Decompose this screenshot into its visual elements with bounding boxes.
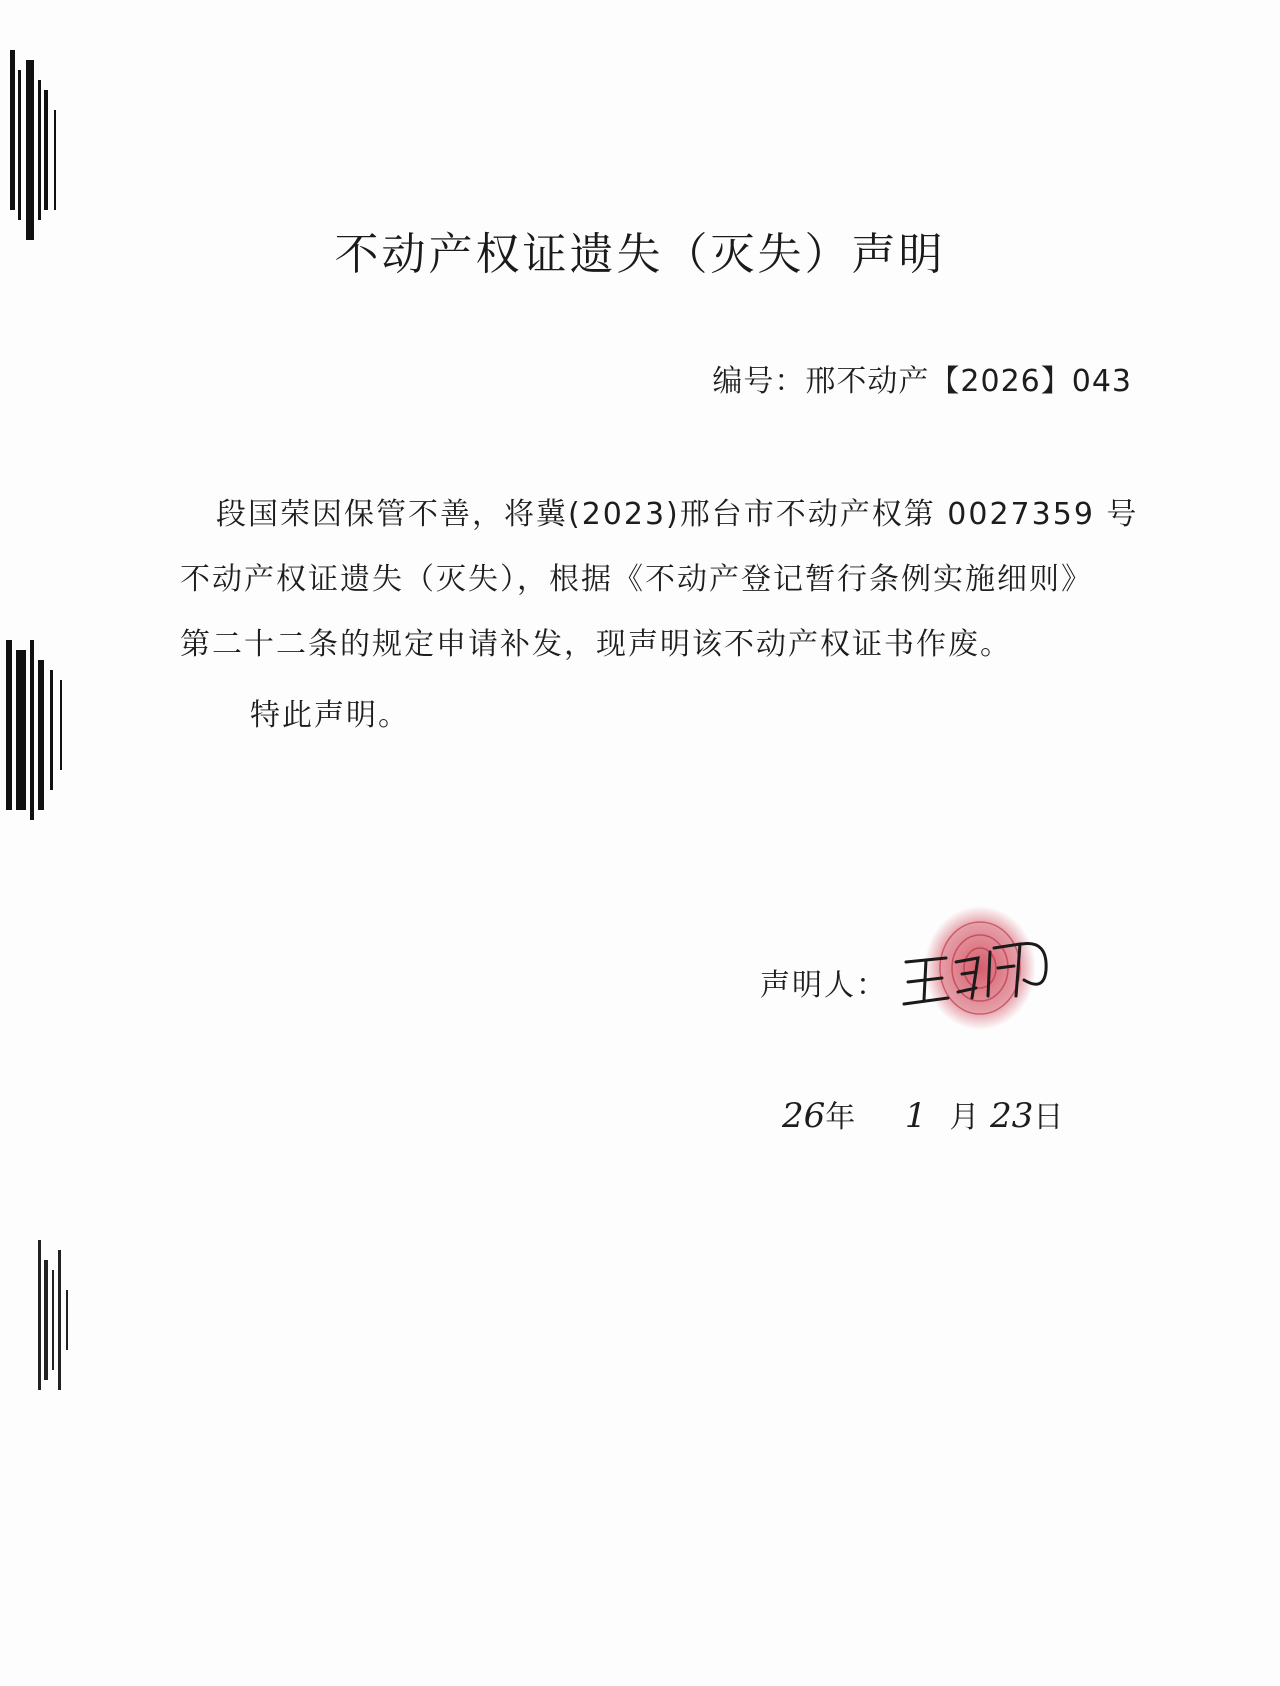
date-month-unit: 月 <box>949 1100 980 1135</box>
scan-artifact-middle <box>0 640 80 840</box>
date-day-unit: 日 <box>1033 1100 1064 1135</box>
body-line: 不动产权证遗失（灭失），根据《不动产登记暂行条例实施细则》 <box>180 562 1093 597</box>
date-month: 1 <box>904 1096 927 1136</box>
signature-date <box>782 1092 1063 1136</box>
declarant-label: 声明人： <box>760 968 888 1003</box>
date-year-unit: 年 <box>825 1100 856 1135</box>
signature-with-fingerprint <box>898 900 1058 1040</box>
body-line: 第二十二条的规定申请补发，现声明该不动产权证书作废。 <box>180 627 1012 662</box>
scan-artifact-bottom <box>30 1240 110 1410</box>
body-line: 段国荣因保管不善，将冀(2023)邢台市不动产权第 0027359 号 <box>216 497 1139 532</box>
document-title: 不动产权证遗失（灭失）声明 <box>334 229 946 280</box>
declaration-body <box>180 482 1140 677</box>
document-number: 编号：邢不动产【2026】043 <box>712 364 1132 399</box>
closing-statement: 特此声明。 <box>250 698 410 733</box>
date-year: 26 <box>782 1096 826 1136</box>
date-day: 23 <box>990 1096 1034 1136</box>
